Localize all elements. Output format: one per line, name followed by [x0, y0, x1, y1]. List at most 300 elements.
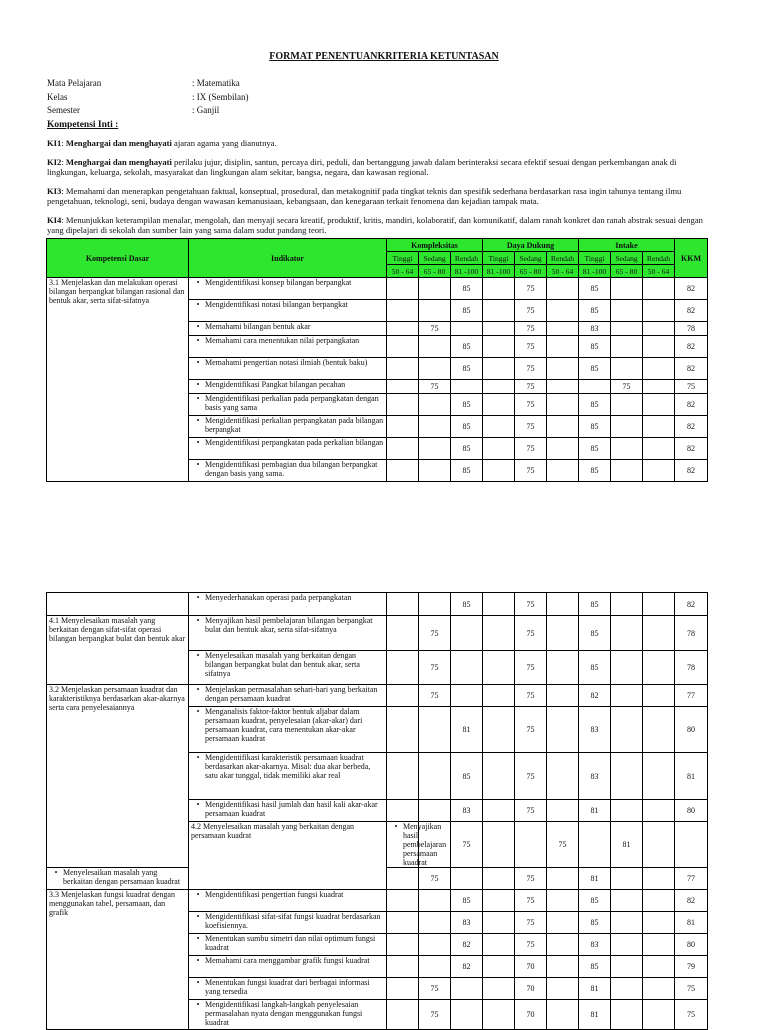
score-cell: [483, 322, 515, 336]
score-cell: [483, 278, 515, 300]
indikator-cell: [189, 438, 387, 460]
bullet-icon: •: [196, 593, 200, 602]
score-cell: [547, 934, 579, 956]
score-cell: [483, 300, 515, 322]
score-cell: [483, 956, 515, 978]
score-cell: [643, 278, 675, 300]
indikator-text: Menentukan sumbu simetri dan nilai optimum fungsi kuadrat: [205, 934, 376, 952]
score-cell: [419, 416, 451, 438]
score-cell: [451, 868, 483, 890]
indikator-cell: [189, 336, 387, 358]
score-cell: 85: [579, 278, 611, 300]
indikator-text: Mengidentifikasi sifat-sifat fungsi kuadrat berdasarkan koefisiennya.: [205, 912, 381, 930]
score-cell: [387, 300, 419, 322]
score-cell: [547, 322, 579, 336]
ki-sep: :: [61, 138, 66, 148]
score-cell: 75: [515, 278, 547, 300]
score-cell: 75: [419, 380, 451, 394]
score-cell: [643, 416, 675, 438]
col-intake: Intake: [579, 239, 675, 252]
kkm-value: 80: [675, 934, 708, 956]
score-cell: 75: [451, 822, 483, 868]
bullet-icon: •: [196, 416, 200, 425]
score-cell: [387, 416, 419, 438]
ki-2: [47, 157, 719, 177]
bullet-icon: •: [196, 358, 200, 367]
indikator-text: Menyajikan hasil pembelajaran bilangan berpangkat bulat dan bentuk akar, serta sifat-sifatnya: [205, 616, 373, 634]
score-cell: [611, 322, 643, 336]
bullet-icon: •: [196, 890, 200, 899]
indikator-cell: [189, 978, 387, 1000]
score-cell: 85: [579, 416, 611, 438]
score-cell: [611, 978, 643, 1000]
score-cell: [611, 416, 643, 438]
score-cell: [643, 800, 675, 822]
score-cell: [483, 460, 515, 482]
score-cell: 81: [579, 1000, 611, 1030]
score-cell: 75: [515, 322, 547, 336]
level-label: Tinggi: [483, 252, 515, 265]
indikator-text: Menjelaskan permasalahan sehari-hari yang berkaitan dengan persamaan kuadrat: [205, 685, 378, 703]
score-cell: [643, 685, 675, 707]
col-daya-dukung: Daya Dukung: [483, 239, 579, 252]
indikator-text: Mengidentifikasi notasi bilangan berpangkat: [205, 300, 348, 309]
score-cell: [483, 912, 515, 934]
bullet-icon: •: [196, 934, 200, 943]
indikator-text: Mengidentifikasi Pangkat bilangan pecahan: [205, 380, 346, 389]
meta-label: Semester: [47, 105, 80, 115]
score-cell: [643, 394, 675, 416]
bullet-icon: •: [196, 322, 200, 331]
kkm-value: 81: [675, 912, 708, 934]
score-cell: [643, 890, 675, 912]
score-cell: [387, 1000, 419, 1030]
score-cell: [611, 956, 643, 978]
indikator-cell: [189, 753, 387, 800]
score-cell: [419, 890, 451, 912]
col-kkm: KKM: [675, 239, 708, 278]
score-cell: 75: [515, 753, 547, 800]
range-label: 81 -100: [579, 265, 611, 278]
bullet-icon: •: [196, 651, 200, 660]
score-cell: 75: [515, 593, 547, 616]
score-cell: [643, 358, 675, 380]
score-cell: [387, 753, 419, 800]
score-cell: [483, 934, 515, 956]
indikator-cell: [189, 593, 387, 616]
score-cell: [451, 1000, 483, 1030]
kkm-value: 82: [675, 593, 708, 616]
indikator-text: Memahami cara menggambar grafik fungsi kuadrat: [205, 956, 370, 965]
score-cell: [387, 278, 419, 300]
score-cell: [547, 394, 579, 416]
score-cell: 70: [515, 978, 547, 1000]
indikator-cell: [189, 912, 387, 934]
indikator-cell: [189, 685, 387, 707]
ki-bold: Menghargai dan menghayati: [65, 157, 172, 167]
score-cell: [547, 912, 579, 934]
score-cell: [611, 651, 643, 685]
score-cell: [675, 822, 708, 868]
score-cell: [547, 800, 579, 822]
kkm-value: 82: [675, 278, 708, 300]
score-cell: 85: [579, 300, 611, 322]
score-cell: 75: [419, 978, 451, 1000]
kkm-value: 82: [675, 336, 708, 358]
score-cell: [483, 438, 515, 460]
score-cell: 75: [515, 685, 547, 707]
score-cell: 85: [579, 460, 611, 482]
indikator-text: Mengidentifikasi perkalian pada perpangkatan dengan basis yang sama: [205, 394, 379, 412]
score-cell: [579, 822, 611, 868]
level-label: Sedang: [515, 252, 547, 265]
score-cell: [611, 593, 643, 616]
score-cell: [547, 380, 579, 394]
indikator-cell: [189, 934, 387, 956]
score-cell: 83: [451, 800, 483, 822]
score-cell: 75: [515, 394, 547, 416]
score-cell: [387, 912, 419, 934]
kkm-value: 78: [675, 616, 708, 651]
score-cell: [611, 278, 643, 300]
bullet-icon: •: [394, 822, 398, 831]
kkm-value: 77: [675, 868, 708, 890]
indikator-cell: [189, 616, 387, 651]
score-cell: [611, 753, 643, 800]
score-cell: 70: [515, 1000, 547, 1030]
range-label: 65 - 80: [611, 265, 643, 278]
level-label: Sedang: [611, 252, 643, 265]
score-cell: [611, 438, 643, 460]
score-cell: 85: [451, 300, 483, 322]
score-cell: 81: [579, 868, 611, 890]
bullet-icon: •: [196, 380, 200, 389]
bullet-icon: •: [196, 1000, 200, 1009]
score-cell: [387, 707, 419, 753]
indikator-text: Menyelesaikan masalah yang berkaitan dengan bilangan berpangkat bulat dan bentuk akar, serta sifatnya: [205, 651, 360, 678]
indikator-cell: [189, 707, 387, 753]
score-cell: [483, 394, 515, 416]
score-cell: [387, 336, 419, 358]
bullet-icon: •: [196, 753, 200, 762]
indikator-cell: [189, 800, 387, 822]
meta-label: Mata Pelajaran: [47, 78, 102, 88]
score-cell: 75: [515, 800, 547, 822]
score-cell: [419, 438, 451, 460]
meta-value: : Matematika: [192, 78, 240, 88]
table-row: [47, 593, 708, 616]
ki-1: [47, 138, 719, 148]
score-cell: [643, 336, 675, 358]
indikator-cell: [189, 394, 387, 416]
indikator-cell: [189, 460, 387, 482]
score-cell: 75: [611, 380, 643, 394]
level-label: Rendah: [547, 252, 579, 265]
score-cell: 85: [579, 394, 611, 416]
score-cell: [547, 300, 579, 322]
score-cell: 75: [515, 651, 547, 685]
kkm-value: 82: [675, 300, 708, 322]
indikator-text: Mengidentifikasi konsep bilangan berpangkat: [205, 278, 352, 287]
score-cell: 75: [515, 868, 547, 890]
score-cell: [547, 278, 579, 300]
score-cell: [419, 800, 451, 822]
score-cell: 75: [419, 616, 451, 651]
score-cell: 85: [451, 593, 483, 616]
indikator-text: Mengidentifikasi karakteristik persamaan kuadrat berdasarkan akar-akarnya. Misal: dua akar berbeda, satu akar tunggal, tidak memiliki akar real: [205, 753, 371, 780]
score-cell: [547, 890, 579, 912]
score-cell: 83: [579, 322, 611, 336]
score-cell: 81: [579, 978, 611, 1000]
score-cell: [387, 438, 419, 460]
indikator-text: Menyederhanakan operasi pada perpangkatan: [205, 593, 352, 602]
range-label: 65 - 80: [515, 265, 547, 278]
col-indikator: Indikator: [189, 239, 387, 278]
bullet-icon: •: [196, 800, 200, 809]
score-cell: 81: [451, 707, 483, 753]
score-cell: [547, 1000, 579, 1030]
score-cell: [611, 800, 643, 822]
score-cell: [483, 800, 515, 822]
score-cell: [419, 934, 451, 956]
indikator-cell: [189, 300, 387, 322]
score-cell: [547, 707, 579, 753]
score-cell: [611, 460, 643, 482]
score-cell: 85: [579, 438, 611, 460]
score-cell: [547, 651, 579, 685]
score-cell: [611, 707, 643, 753]
level-label: Rendah: [451, 252, 483, 265]
score-cell: [387, 685, 419, 707]
indikator-text: Menentukan fungsi kuadrat dari berbagai informasi yang tersedia: [205, 978, 370, 996]
kkm-value: 81: [675, 753, 708, 800]
ki-sep: :: [61, 215, 66, 225]
indikator-text: Mengidentifikasi pengertian fungsi kuadrat: [205, 890, 344, 899]
score-cell: [547, 685, 579, 707]
score-cell: [387, 460, 419, 482]
score-cell: [611, 912, 643, 934]
score-cell: [387, 800, 419, 822]
kkm-value: 80: [675, 800, 708, 822]
score-cell: 82: [579, 685, 611, 707]
range-label: 50 - 64: [643, 265, 675, 278]
score-cell: [611, 336, 643, 358]
kkm-value: 78: [675, 322, 708, 336]
score-cell: [451, 651, 483, 685]
score-cell: 75: [419, 685, 451, 707]
level-label: Rendah: [643, 252, 675, 265]
score-cell: 75: [419, 1000, 451, 1030]
score-cell: [419, 707, 451, 753]
score-cell: [547, 358, 579, 380]
bullet-icon: •: [196, 616, 200, 625]
score-cell: [483, 416, 515, 438]
kkm-value: 82: [675, 460, 708, 482]
bullet-icon: •: [196, 912, 200, 921]
col-kompleksitas: Kompleksitas: [387, 239, 483, 252]
score-cell: 75: [515, 707, 547, 753]
ki-text: Memahami dan menerapkan pengetahuan faktual, konseptual, prosedural, dan metakognitif pada tingkat teknis dan spesifik sederhana berdasarkan rasa ingin tahunya tentang ilmu pengetahuan, teknologi, seni, budaya dengan wawasan kemanusiaan, kebangsaan, dan kenegaraan terkait fenomena dan kejadian tampak mata.: [47, 186, 682, 206]
score-cell: [387, 616, 419, 651]
kkm-value: 75: [675, 380, 708, 394]
score-cell: [547, 753, 579, 800]
ki-sep: :: [61, 186, 66, 196]
kompetensi-inti-heading: Kompetensi Inti :: [47, 120, 119, 130]
indikator-text: Mengidentifikasi langkah-langkah penyelesaian permasalahan nyata dengan menggunakan fungsi kuadrat: [205, 1000, 363, 1027]
score-cell: [547, 868, 579, 890]
score-cell: [483, 616, 515, 651]
score-cell: [483, 593, 515, 616]
kompetensi-dasar-cell: 3.1 Menjelaskan dan melakukan operasi bilangan berpangkat bilangan rasional dan bentuk akar, serta sifat-sifatnya: [47, 278, 189, 482]
score-cell: 75: [515, 300, 547, 322]
score-cell: 75: [515, 934, 547, 956]
score-cell: [483, 707, 515, 753]
score-cell: [419, 593, 451, 616]
bullet-icon: •: [196, 978, 200, 987]
score-cell: [451, 380, 483, 394]
kompetensi-dasar-cell: 4.2 Menyelesaikan masalah yang berkaitan dengan persamaan kuadrat: [189, 822, 387, 890]
meta-class: [47, 91, 249, 103]
indikator-text: Mengidentifikasi perkalian perpangkatan pada bilangan berpangkat: [205, 416, 384, 434]
score-cell: [547, 978, 579, 1000]
score-cell: [611, 394, 643, 416]
score-cell: 75: [515, 358, 547, 380]
kkm-table-page1: [46, 238, 708, 482]
ki-text: perilaku jujur, disiplin, santun, percaya diri, peduli, dan bertanggung jawab dalam berinteraksi secara efektif sesuai dengan perkembangan anak di lingkungan, keluarga, sekolah, masyarakat dan lingkungan alam sekitar, bangsa, negara, dan kawasan regional.: [47, 157, 677, 177]
indikator-cell: [47, 868, 189, 890]
level-label: Tinggi: [579, 252, 611, 265]
score-cell: [387, 651, 419, 685]
meta-label: Kelas: [47, 92, 68, 102]
kkm-value: 80: [675, 707, 708, 753]
range-label: 81 -100: [451, 265, 483, 278]
score-cell: [387, 322, 419, 336]
level-label: Tinggi: [387, 252, 419, 265]
indikator-cell: [189, 380, 387, 394]
score-cell: [483, 868, 515, 890]
score-cell: 75: [515, 416, 547, 438]
score-cell: 85: [451, 358, 483, 380]
score-cell: 85: [579, 890, 611, 912]
table-row: [47, 890, 708, 912]
score-cell: [483, 380, 515, 394]
range-label: 50 - 64: [547, 265, 579, 278]
score-cell: [643, 593, 675, 616]
bullet-icon: •: [54, 868, 58, 877]
score-cell: 85: [579, 593, 611, 616]
score-cell: [387, 868, 419, 890]
table-row: [47, 278, 708, 300]
indikator-cell: [189, 278, 387, 300]
score-cell: [483, 1000, 515, 1030]
score-cell: [419, 300, 451, 322]
score-cell: [643, 300, 675, 322]
score-cell: [387, 956, 419, 978]
bullet-icon: •: [196, 438, 200, 447]
score-cell: [451, 616, 483, 651]
bullet-icon: •: [196, 956, 200, 965]
score-cell: 75: [419, 651, 451, 685]
ki-4: [47, 215, 719, 235]
score-cell: 85: [579, 912, 611, 934]
score-cell: [483, 358, 515, 380]
score-cell: [547, 438, 579, 460]
ki-code: KI4: [47, 215, 62, 225]
score-cell: [643, 978, 675, 1000]
score-cell: [419, 912, 451, 934]
indikator-cell: [189, 358, 387, 380]
table-row: [47, 616, 708, 651]
score-cell: 85: [579, 651, 611, 685]
score-cell: [483, 685, 515, 707]
score-cell: [611, 616, 643, 651]
score-cell: 85: [451, 278, 483, 300]
score-cell: [419, 394, 451, 416]
score-cell: [419, 336, 451, 358]
ki-3: [47, 186, 719, 206]
score-cell: [419, 278, 451, 300]
score-cell: 75: [419, 322, 451, 336]
score-cell: [611, 934, 643, 956]
score-cell: 81: [611, 822, 643, 868]
meta-semester: [47, 104, 219, 116]
ki-sep: :: [61, 157, 66, 167]
score-cell: 75: [515, 912, 547, 934]
indikator-cell: [189, 651, 387, 685]
score-cell: [643, 380, 675, 394]
kkm-value: 82: [675, 438, 708, 460]
kompetensi-dasar-cell: 4.1 Menyelesaikan masalah yang berkaitan dengan sifat-sifat operasi bilangan berpangkat bulat dan bentuk akar: [47, 616, 189, 685]
ki-bold: Menghargai dan menghayati: [65, 138, 172, 148]
kompetensi-dasar-cell: 3.3 Menjelaskan fungsi kuadrat dengan menggunakan tabel, persamaan, dan grafik: [47, 890, 189, 1030]
score-cell: 81: [579, 800, 611, 822]
score-cell: [643, 460, 675, 482]
score-cell: [419, 956, 451, 978]
kompetensi-dasar-cell: 3.2 Menjelaskan persamaan kuadrat dan karakteristiknya berdasarkan akar-akarnya serta cara penyelesaiannya: [47, 685, 189, 868]
level-label: Sedang: [419, 252, 451, 265]
page-title: FORMAT PENENTUANKRITERIA KETUNTASAN: [269, 51, 499, 62]
score-cell: [483, 978, 515, 1000]
col-kompetensi-dasar: Kompetensi Dasar: [47, 239, 189, 278]
score-cell: 83: [579, 753, 611, 800]
score-cell: [451, 685, 483, 707]
score-cell: [387, 978, 419, 1000]
score-cell: 85: [451, 336, 483, 358]
score-cell: [483, 822, 515, 868]
bullet-icon: •: [196, 278, 200, 287]
score-cell: 85: [451, 460, 483, 482]
score-cell: [611, 358, 643, 380]
ki-code: KI2: [47, 157, 62, 167]
score-cell: [419, 460, 451, 482]
score-cell: [547, 460, 579, 482]
score-cell: [451, 978, 483, 1000]
range-label: 65 - 80: [419, 265, 451, 278]
score-cell: [611, 890, 643, 912]
indikator-text: Menyelesaikan masalah yang berkaitan dengan persamaan kuadrat: [63, 868, 181, 886]
score-cell: [643, 651, 675, 685]
score-cell: 83: [579, 934, 611, 956]
score-cell: [483, 753, 515, 800]
indikator-cell: [189, 322, 387, 336]
indikator-text: Memahami pengertian notasi ilmiah (bentuk baku): [205, 358, 368, 367]
score-cell: [579, 380, 611, 394]
bullet-icon: •: [196, 685, 200, 694]
kkm-table-page2: [46, 592, 708, 1030]
score-cell: [643, 822, 675, 868]
kkm-value: 75: [675, 978, 708, 1000]
kkm-value: 82: [675, 394, 708, 416]
